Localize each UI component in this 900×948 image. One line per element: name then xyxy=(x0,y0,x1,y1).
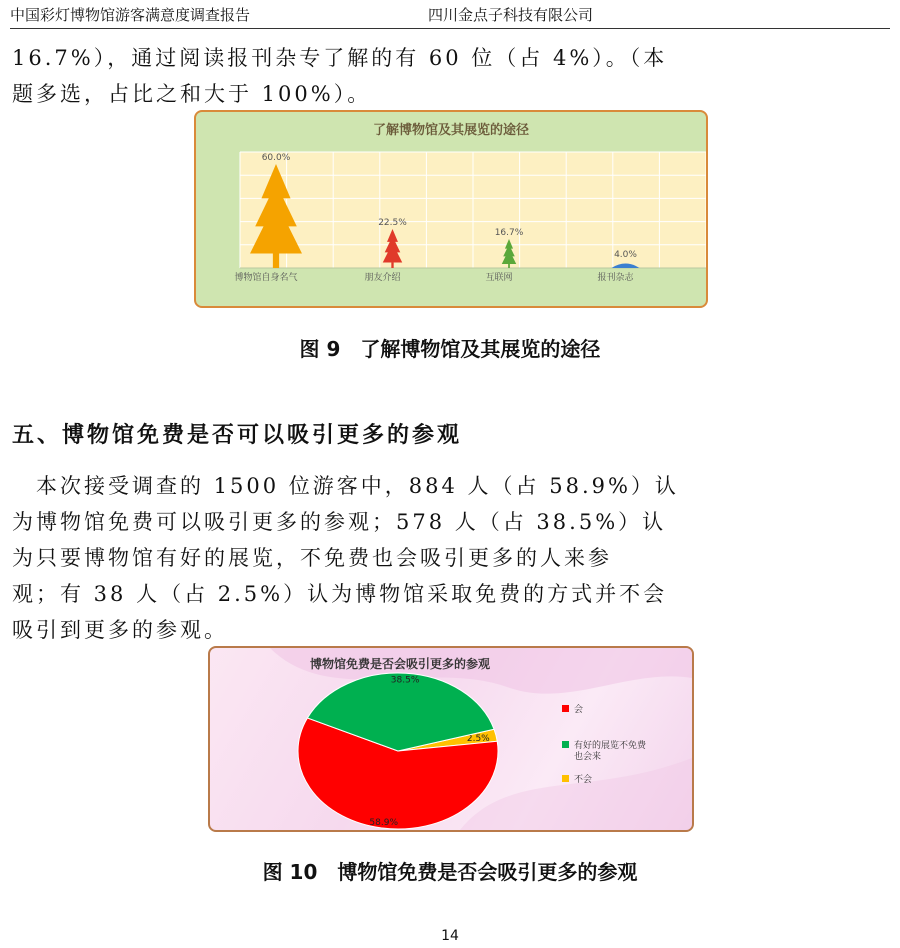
data-label: 22.5% xyxy=(378,218,407,228)
section-5-heading: 五、博物馆免费是否可以吸引更多的参观 xyxy=(12,422,463,448)
category-label: 博物馆自身名气 xyxy=(234,273,298,283)
section-5-line-2: 为博物馆免费可以吸引更多的参观；578 人（占 38.5%）认 xyxy=(12,510,667,534)
data-label: 60.0% xyxy=(261,153,291,163)
figure-10-chart xyxy=(208,646,694,832)
category-label: 报刊杂志 xyxy=(597,273,634,283)
chart-title: 博物馆免费是否会吸引更多的参观 xyxy=(309,657,491,671)
legend-label: 会 xyxy=(574,705,584,715)
legend-swatch xyxy=(562,705,569,712)
data-label: 16.7% xyxy=(494,228,524,239)
figure-9-caption: 图 9 了解博物馆及其展览的途径 xyxy=(299,337,601,361)
section-5-paragraph xyxy=(12,468,890,648)
intro-paragraph xyxy=(12,40,890,112)
legend-swatch xyxy=(562,741,569,748)
section-5-line-5: 吸引到更多的参观。 xyxy=(12,618,228,642)
page-header xyxy=(10,0,890,29)
pie-chart-svg xyxy=(210,648,692,830)
legend-label: 有好的展览不免费也会来 xyxy=(574,741,647,762)
section-5-line-4: 观；有 38 人（占 2.5%）认为博物馆采取免费的方式并不会 xyxy=(12,582,668,606)
slice-label: 58.9% xyxy=(369,817,399,828)
intro-line-2: 题多选，占比之和大于 100%）。 xyxy=(12,82,372,106)
chart-title: 了解博物馆及其展览的途径 xyxy=(372,123,530,138)
legend-label: 不会 xyxy=(574,775,593,785)
figure-10-caption: 图 10 博物馆免费是否会吸引更多的参观 xyxy=(262,860,638,884)
header-report-title: 中国彩灯博物馆游客满意度调查报告 xyxy=(10,6,251,24)
legend-swatch xyxy=(562,775,569,782)
section-5-line-3: 为只要博物馆有好的展览，不免费也会吸引更多的人来参 xyxy=(12,546,612,570)
data-label: 4.0% xyxy=(614,250,637,261)
figure-9-chart xyxy=(194,110,708,308)
page-number: 14 xyxy=(441,928,459,944)
slice-label: 38.5% xyxy=(390,675,420,686)
slice-label: 2.5% xyxy=(466,734,490,745)
category-label: 互联网 xyxy=(485,273,513,283)
bar-chart-svg xyxy=(196,112,706,306)
section-5-line-1: 本次接受调查的 1500 位游客中，884 人（占 58.9%）认 xyxy=(12,474,679,498)
category-label: 朋友介绍 xyxy=(364,273,401,283)
intro-line-1: 16.7%），通过阅读报刊杂专了解的有 60 位（占 4%）。（本 xyxy=(12,46,668,70)
header-company: 四川金点子科技有限公司 xyxy=(428,6,594,24)
